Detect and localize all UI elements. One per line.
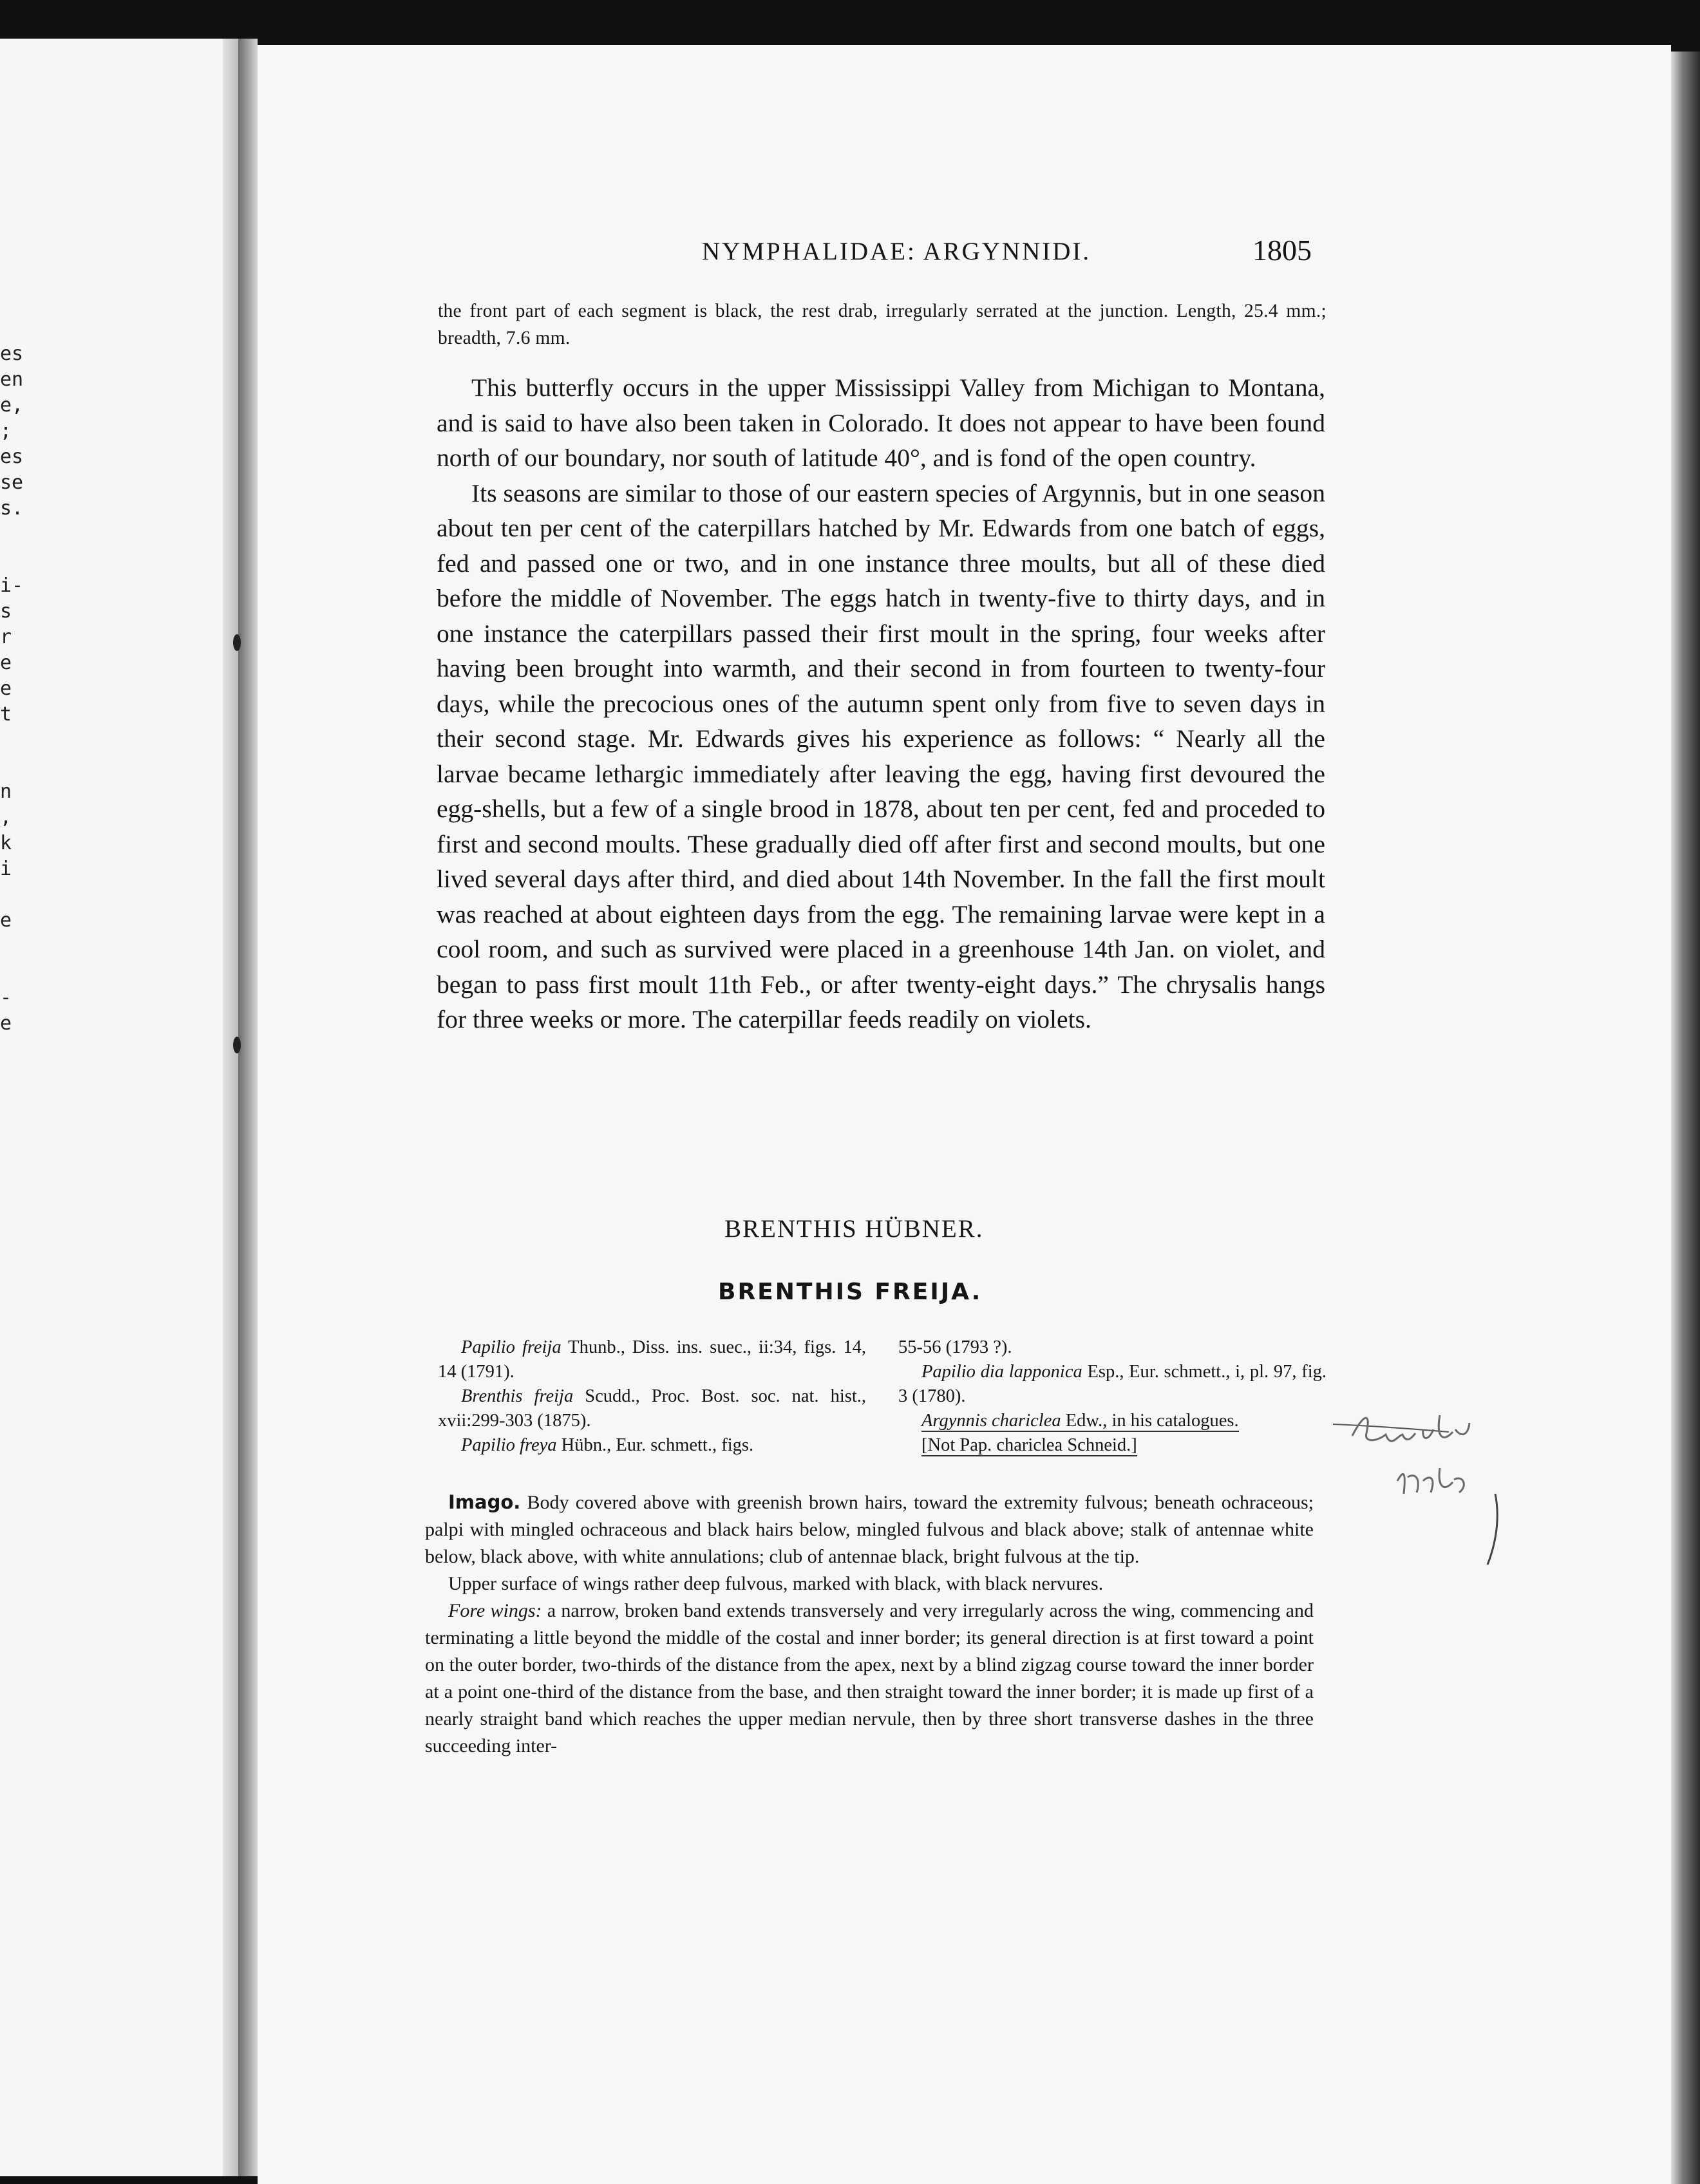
synonym-entry <box>898 1433 1327 1458</box>
synonymy-right-column <box>898 1335 1327 1458</box>
page-number: 1805 <box>1252 234 1312 267</box>
citation: Edw., in his catalogues. <box>1061 1411 1239 1431</box>
facing-page-text-fragments: es en e, ; es se s. i- s r e e t n , k i e - e <box>0 343 24 1035</box>
fore-wings-text: a narrow, broken band extends transversely and very irregularly across the wing, commencing and terminating a little beyond the middle of the costal and inner border; its general direction is at first toward a point on the outer border, two-thirds of the distance from the apex, next by a blind zigzag course toward the inner border at a point one-third of the distance from the base, and then straight toward the inner border; it is made up first of a nearly straight band which reaches the upper median nervule, then by three short transverse dashes in the three succeeding inter- <box>425 1600 1314 1756</box>
species-heading: BRENTHIS FREIJA. <box>718 1279 983 1305</box>
citation: Hübn., Eur. schmett., figs. <box>556 1435 754 1455</box>
paragraph: This butterfly occurs in the upper Mississippi Valley from Michigan to Montana, and is said to have also been taken in Colorado. It does not appear to have been found north of our boundary, nor south of latitude 40°, and is fond of the open country. <box>437 373 1325 472</box>
citation: Thunb., Diss. ins. suec., ii:34, figs. 14, 14 (1791). <box>438 1337 866 1382</box>
book-page <box>258 45 1671 2184</box>
citation: 55-56 (1793 ?). <box>898 1337 1012 1357</box>
synonym-entry <box>438 1384 866 1433</box>
facing-page-edge <box>223 39 238 2176</box>
fore-wings-label: Fore wings: <box>448 1600 542 1621</box>
fore-wings-paragraph <box>425 1597 1314 1760</box>
book-gutter <box>238 39 258 2176</box>
synonym-entry <box>898 1335 1327 1360</box>
binding-mark <box>233 634 241 651</box>
taxon-name: Papilio freija <box>461 1337 562 1357</box>
imago-label: Imago. <box>448 1491 521 1513</box>
genus-heading: BRENTHIS HÜBNER. <box>724 1215 984 1243</box>
synonym-entry <box>898 1360 1327 1409</box>
citation: Esp., Eur. schmett., i, pl. 97, fig. 3 (1780). <box>898 1362 1327 1406</box>
imago-paragraph <box>425 1489 1314 1570</box>
taxon-name: Papilio dia lapponica <box>921 1362 1082 1382</box>
taxon-name: Brenthis freija <box>461 1386 574 1406</box>
synonymy-block <box>438 1335 1327 1458</box>
top-note: the front part of each segment is black, the rest drab, irregularly serrated at the junction. Length, 25.4 mm.; breadth, 7.6 mm. <box>438 301 1327 348</box>
binding-mark <box>233 1037 241 1053</box>
paragraph: Its seasons are similar to those of our eastern species of Argynnis, but in one season about ten per cent of the caterpillars hatched by Mr. Edwards from one batch of eggs, fed and passed one or two, and in one instance three moults, but all of these died before the middle of November. The eggs hatch in twenty-five to thirty days, and in one instance the caterpillars passed their first moult in the spring, four weeks after having been brought into warmth, and their second in from fourteen to twenty-four days, while the precocious ones of the autumn spent only from five to seven days in their second stage. Mr. Edwards gives his experience as follows: “ Nearly all the larvae became lethargic immediately after leaving the egg, having first devoured the egg-shells, but a few of a single brood in 1878, about ten per cent, fed and proceded to first and second moults. These gradually died off after first and second moults, but one lived several days after third, and died about 14th November. In the fall the first moult was reached at about eighteen days from the egg. The remaining larvae were kept in a cool room, and such as survived were placed in a greenhouse 14th Jan. on violet, and began to pass first moult 11th Feb., or after twenty-eight days.” The chrysalis hangs for three weeks or more. The caterpillar feeds readily on violets. <box>437 478 1325 1033</box>
synonym-entry <box>898 1409 1327 1433</box>
citation: Scudd., Proc. Bost. soc. nat. hist., xvii:299-303 (1875). <box>438 1386 866 1431</box>
main-text <box>437 370 1325 1037</box>
synonymy-left-column <box>438 1335 866 1458</box>
synonym-entry <box>438 1335 866 1384</box>
imago-text: Body covered above with greenish brown hairs, toward the extremity fulvous; beneath ochraceous; palpi with mingled ochraceous and black hairs below, mingled fulvous and black above; stalk of antennae white below, black above, with white annulations; club of antennae black, bright fulvous at the tip. <box>425 1492 1314 1567</box>
running-head: NYMPHALIDAE: ARGYNNIDI. <box>702 238 1091 265</box>
page-edge-shadow <box>1671 52 1700 2184</box>
citation: [Not Pap. chariclea Schneid.] <box>921 1435 1137 1455</box>
handwritten-annotation <box>1327 1410 1520 1577</box>
taxon-name: Argynnis chariclea <box>921 1411 1061 1431</box>
upper-surface-paragraph: Upper surface of wings rather deep fulvous, marked with black, with black nervures. <box>448 1573 1104 1594</box>
species-description <box>425 1489 1314 1760</box>
synonym-entry <box>438 1433 866 1458</box>
facing-page <box>0 39 238 2176</box>
underlined-entry <box>921 1411 1239 1432</box>
taxon-name: Papilio freya <box>461 1435 557 1455</box>
